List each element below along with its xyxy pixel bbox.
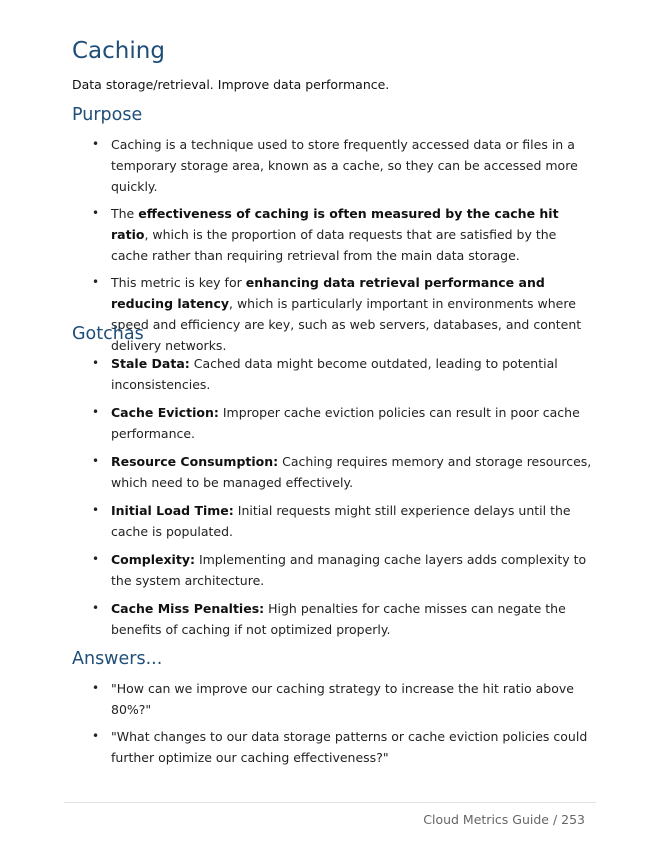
bullet-icon: • <box>92 405 100 419</box>
gotchas-section <box>72 323 592 640</box>
list-item <box>72 549 592 591</box>
gotcha-term: Initial Load Time: <box>111 503 234 518</box>
list-item <box>72 134 592 197</box>
bullet-icon: • <box>92 503 100 517</box>
answers-section <box>72 648 592 768</box>
answer-question: "How can we improve our caching strategy to increase the hit ratio above 80%?" <box>111 681 574 717</box>
gotcha-text: Cached data might become outdated, leading to potential inconsistencies. <box>111 356 558 392</box>
bullet-icon: • <box>92 356 100 370</box>
purpose-item-text: The <box>111 206 139 221</box>
answers-heading: Answers... <box>72 649 163 669</box>
gotchas-list <box>72 353 592 640</box>
gotcha-term: Complexity: <box>111 552 195 567</box>
list-item <box>72 402 592 444</box>
list-item <box>72 500 592 542</box>
bullet-icon: • <box>92 137 100 151</box>
bullet-icon: • <box>92 681 100 695</box>
purpose-item-emphasis: enhancing data retrieval performance and reducing latency <box>111 275 545 311</box>
page-footer: Cloud Metrics Guide / 253 <box>423 812 585 827</box>
gotcha-term: Stale Data: <box>111 356 190 371</box>
answers-list <box>72 678 592 768</box>
list-item <box>72 678 592 720</box>
purpose-item-emphasis: effectiveness of caching is often measured by the cache hit ratio <box>111 206 559 242</box>
bullet-icon: • <box>92 729 100 743</box>
purpose-item-text: , which is the proportion of data requests that are satisfied by the cache rather than requiring retrieval from the main data storage. <box>111 227 557 263</box>
bullet-icon: • <box>92 206 100 220</box>
gotcha-term: Cache Miss Penalties: <box>111 601 265 616</box>
list-item <box>72 598 592 640</box>
gotcha-text: Caching requires memory and storage resources, which need to be managed effectively. <box>111 454 592 490</box>
gotcha-text: Improper cache eviction policies can result in poor cache performance. <box>111 405 580 441</box>
list-item <box>72 726 592 768</box>
bullet-icon: • <box>92 601 100 615</box>
gotchas-heading: Gotchas <box>72 324 144 344</box>
footer-divider <box>64 802 596 803</box>
list-item <box>72 203 592 266</box>
gotcha-text: High penalties for cache misses can negate the benefits of caching if not optimized properly. <box>111 601 566 637</box>
page-subtitle: Data storage/retrieval. Improve data performance. <box>72 77 390 92</box>
gotcha-term: Cache Eviction: <box>111 405 219 420</box>
bullet-icon: • <box>92 552 100 566</box>
gotcha-term: Resource Consumption: <box>111 454 279 469</box>
purpose-item-text: This metric is key for <box>111 275 246 290</box>
page-title: Caching <box>72 38 165 64</box>
answer-question: "What changes to our data storage patterns or cache eviction policies could further optimize our caching effectiveness?" <box>111 729 588 765</box>
purpose-section <box>72 104 592 356</box>
bullet-icon: • <box>92 275 100 289</box>
list-item <box>72 353 592 395</box>
gotcha-text: Implementing and managing cache layers adds complexity to the system architecture. <box>111 552 587 588</box>
purpose-heading: Purpose <box>72 105 143 125</box>
bullet-icon: • <box>92 454 100 468</box>
list-item <box>72 451 592 493</box>
purpose-item-text: Caching is a technique used to store frequently accessed data or files in a temporary storage area, known as a cache, so they can be accessed more quickly. <box>111 137 578 194</box>
purpose-item-text: , which is particularly important in environments where speed and efficiency are key, such as web servers, databases, and content delivery networks. <box>111 296 582 353</box>
gotcha-text: Initial requests might still experience delays until the cache is populated. <box>111 503 571 539</box>
